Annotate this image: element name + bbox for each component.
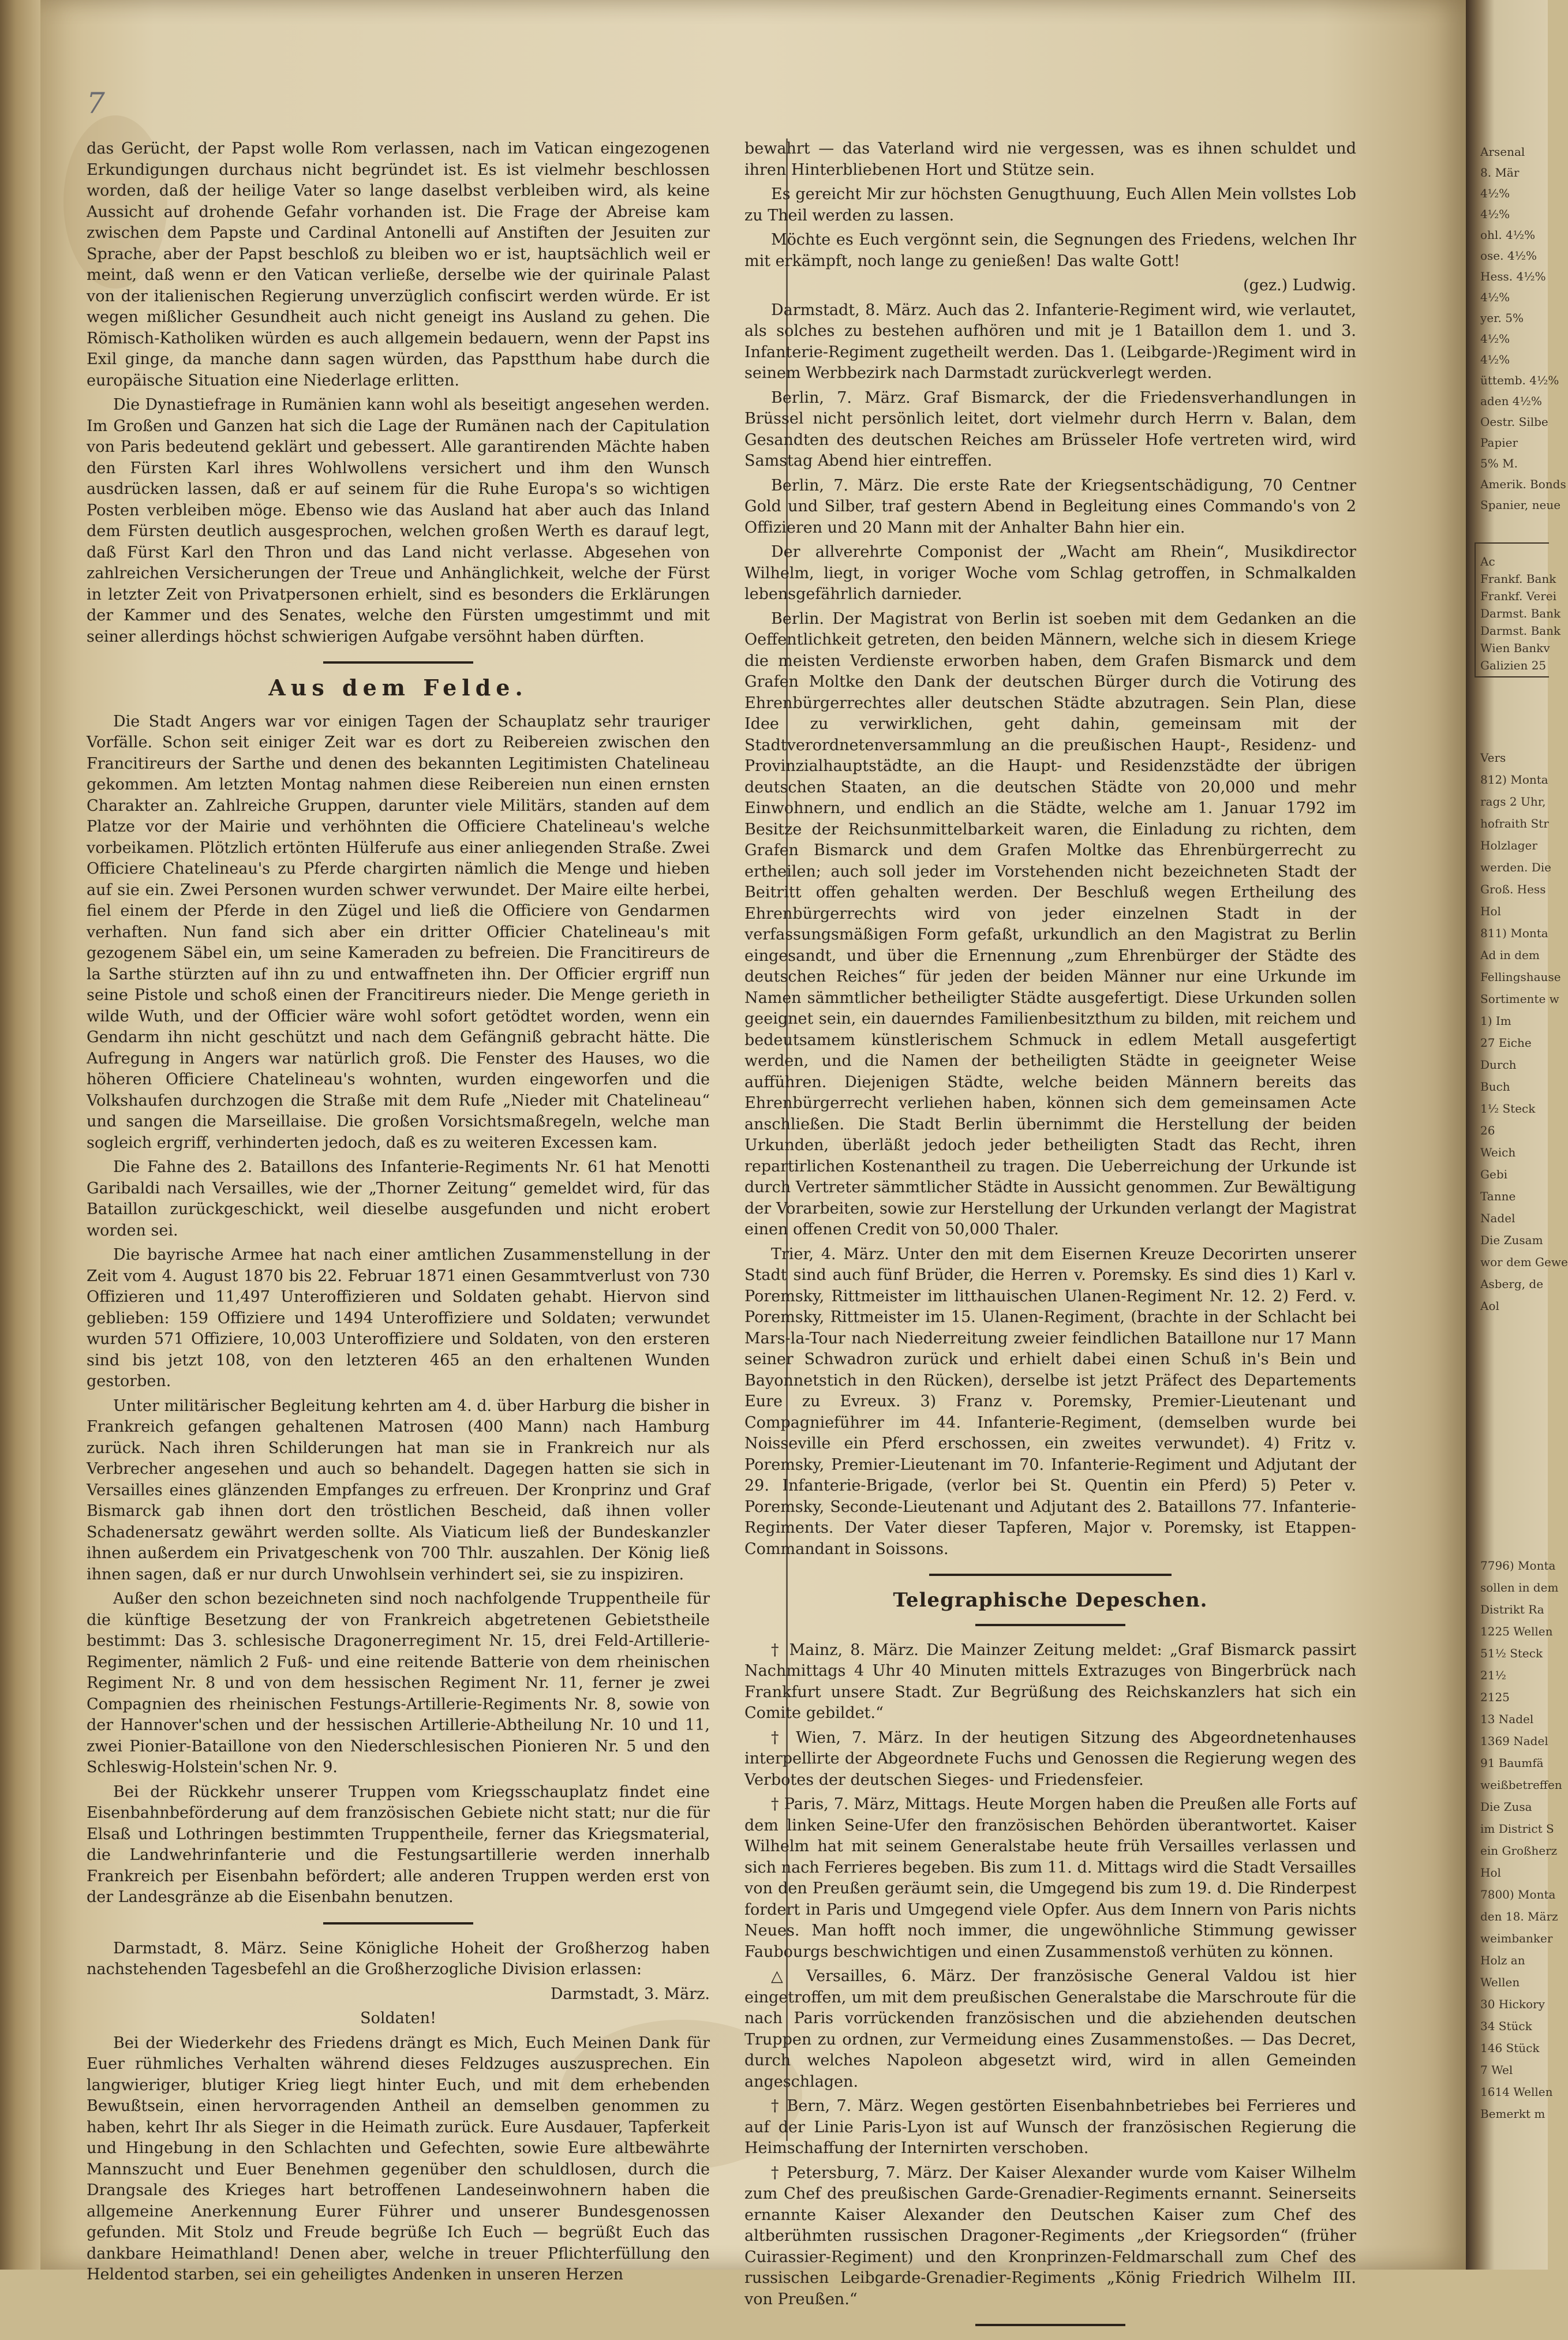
telegram-paragraph: △ Versailles, 6. März. Der französische General Valdou ist hier eingetroffen, um mit dem preußischen Generalstabe die Marschroute für die nach Paris vorrückenden französischen und die abziehenden deutschen Truppen zu ordnen, zur Vermeidung eines Zusammenstoßes. — Das Decret, durch welches Napoleon abgesetzt wird, wird in allen Gemeinden angeschlagen.	[744, 1967, 1356, 2091]
next-page-line: weißbetreffen	[1480, 1778, 1562, 1792]
next-page-line: ein Großherz	[1480, 1844, 1558, 1858]
telegram-paragraph: † Wien, 7. März. In der heutigen Sitzung des Abgeordnetenhauses interpellirte der Abgeordnete Fuchs und Genossen die Regierung wegen des Verbotes der deutschen Sieges- und Friedensfeier.	[744, 1728, 1356, 1789]
next-page-line: 4½%	[1480, 207, 1510, 221]
section-rule	[323, 661, 473, 664]
next-page-line: 1) Im	[1480, 1014, 1511, 1028]
next-page-line: Tanne	[1480, 1189, 1516, 1203]
next-page-line: 27 Eiche	[1480, 1036, 1532, 1050]
article-paragraph: Darmstadt, 8. März. Seine Königliche Hoheit der Großherzog haben nachstehenden Tagesbefehl an die Großherzogliche Division erlassen:	[87, 1939, 710, 1978]
next-page-line: Darmst. Bank	[1480, 624, 1561, 638]
next-page-line: Holzlager	[1480, 838, 1537, 852]
article-paragraph: Die Fahne des 2. Bataillons des Infanterie-Regiments Nr. 61 hat Menotti Garibaldi nach Versailles, wie der „Thorner Zeitung“ gemeldet wird, für das Bataillon zurückgeschickt, weil dieselbe ausgefunden und nicht erobert worden sei.	[87, 1158, 710, 1240]
telegram-paragraph: † Petersburg, 7. März. Der Kaiser Alexander wurde vom Kaiser Wilhelm zum Chef des preußischen Garde-Grenadier-Regiments ernannt. Seinerseits ernannte Kaiser Alexander den Deutschen Kaiser zum Chef des altberühmten russischen Dragoner-Regiments „der Kriegsorden“ (früher Cuirassier-Regiment) und den Kronprinzen-Feldmarschall zum Chef des russischen Leibgarde-Grenadier-Regiments „König Friedrich Wilhelm III. von Preußen.“	[744, 2163, 1356, 2308]
next-page-line: Ac	[1480, 555, 1495, 568]
next-page-line: Spanier, neue	[1480, 498, 1561, 512]
next-page-line: Hol	[1480, 1866, 1501, 1880]
page-number-mark: 7	[87, 87, 105, 120]
next-page-line: Sortimente w	[1480, 992, 1559, 1006]
page-edge-left	[0, 0, 40, 2270]
signature: (gez.) Ludwig.	[1243, 276, 1356, 294]
next-page-line: 1225 Wellen	[1480, 1624, 1553, 1638]
telegram-paragraph: † Paris, 7. März, Mittags. Heute Morgen haben die Preußen alle Forts auf dem linken Seine-Ufer den französischen Behörden überantwortet. Kaiser Wilhelm hat mit seinem Generalstabe heute früh Versailles verlassen und sich nach Ferrieres begeben. Bis zum 11. d. Mittags wird die Stadt Versailles von den Preußen geräumt sein, die Umgegend bis zum 19. d. Die Rinderpest fordert in Paris und Umgegend viele Opfer. Aus dem Innern von Paris nichts Neues. Man hofft noch immer, die ungewöhnliche Stimmung gewisser Faubourgs beschwichtigen und einen Zusammenstoß verhüten zu können.	[744, 1795, 1356, 1961]
next-page-line: 30 Hickory	[1480, 1997, 1545, 2011]
news-paragraph: Berlin, 7. März. Graf Bismarck, der die Friedensverhandlungen in Brüssel nicht persönlich leitet, dort vielmehr durch Herrn v. Balan, dem Gesandten des deutschen Reiches am Brüsseler Hofe vertreten wird, wird Samstag Abend hier eintreffen.	[744, 388, 1356, 470]
section-rule	[975, 2324, 1125, 2326]
next-page-line: wor dem Gewe	[1480, 1255, 1568, 1269]
next-page-line: den 18. März	[1480, 1910, 1558, 1923]
next-page-line: aden 4½%	[1480, 394, 1542, 408]
next-page-line: 146 Stück	[1480, 2041, 1540, 2055]
article-paragraph: Bei der Rückkehr unserer Truppen vom Kriegsschauplatz findet eine Eisenbahnbeförderung auf dem französischen Gebiete nicht statt; nur die für Elsaß und Lothringen bestimmten Truppentheile, ferner das Kriegsmaterial, die Landwehrinfanterie und die Festungsartillerie werden innerhalb Frankreich per Eisenbahn befördert; alle anderen Truppen werden erst von der Landesgränze ab die Eisenbahn benutzen.	[87, 1783, 710, 1906]
next-page-line: Aol	[1480, 1299, 1499, 1313]
next-page-line: Frankf. Verei	[1480, 589, 1557, 603]
next-page-line: Durch	[1480, 1058, 1517, 1072]
next-page-line: ohl. 4½%	[1480, 228, 1536, 242]
next-page-line: 13 Nadel	[1480, 1712, 1534, 1726]
next-page-line: 26	[1480, 1124, 1495, 1137]
next-page-line: Die Zusa	[1480, 1800, 1532, 1814]
next-page-line: 7 Wel	[1480, 2063, 1513, 2077]
next-page-line: Hess. 4½%	[1480, 269, 1546, 283]
next-page-line: Distrikt Ra	[1480, 1603, 1544, 1616]
dateline: Darmstadt, 3. März.	[550, 1985, 710, 2003]
news-paragraph: Berlin. Der Magistrat von Berlin ist soeben mit dem Gedanken an die Oeffentlichkeit getreten, den beiden Männern, welche sich in diesem Kriege die meisten Verdienste erworben haben, dem Grafen Bismarck und dem Grafen Moltke den Dank der deutschen Bürger durch die Votirung des Ehrenbürgerrechtes aller deutschen Städte abzutragen. Sein Plan, diese Idee zu verwirklichen, geht dahin, gemeinsam mit der Stadtverordnetenversammlung an die preußischen Haupt-, Residenz- und Provinzialhauptstädte, an die Haupt- und Residenzstädte der übrigen deutschen Staaten, an die deutschen Städte von 20,000 und mehr Einwohnern, und endlich an die Städte, welche am 1. Januar 1792 im Besitze der Reichsunmittelbarkeit waren, die Einladung zu richten, dem Grafen Bismarck und dem Grafen Moltke das Ehrenbürgerrecht zu ertheilen; auch soll jeder im Vorstehenden nicht bezeichneten Stadt der Beitritt offen gehalten werden. Der Beschluß wegen Ertheilung des Ehrenbürgerrechts wird von jeder einzelnen Stadt in der verfassungsmäßigen Form gefaßt, urkundlich an den Magistrat zu Berlin eingesandt, und über die Ernennung „zum Ehrenbürger der Städte des deutschen Reiches“ für jeden der beiden Männer nur eine Urkunde im Namen sämmtlicher betheiligter Städte ausgefertigt. Diese Urkunden sollen geeignet sein, ein dauerndes Familienbesitzthum zu bilden, mit reichem und bedeutsamem künstlerischem Schmuck in edlem Metall ausgefertigt werden, und die Namen der betheiligten Städte in geeigneter Weise aufführen. Diejenigen Städte, welche beiden Männern bereits das Ehrenbürgerrecht verliehen haben, können sich dem gemeinsamen Acte anschließen. Die Stadt Berlin übernimmt die Herstellung der beiden Urkunden, überläßt jedoch jeder betheiligten Stadt das Recht, ihren repartirlichen Kostenantheil zu tragen. Die Ueberreichung der Urkunde ist durch Vertreter sämmtlicher Städte in Aussicht genommen. Zur Bewältigung der Vorarbeiten, sowie zur Herstellung der Urkunden verlangt der Magistrat einen offenen Credit von 50,000 Thaler.	[744, 609, 1356, 1238]
section-rule	[975, 1624, 1125, 1626]
section-rule	[929, 1574, 1172, 1576]
next-page-line: 812) Monta	[1480, 773, 1548, 787]
next-page-line: 4½%	[1480, 353, 1510, 366]
next-page-line: Fellingshause	[1480, 970, 1561, 984]
article-paragraph: Die Stadt Angers war vor einigen Tagen der Schauplatz sehr trauriger Vorfälle. Schon seit einiger Zeit war es dort zu Reibereien zwischen den Francitireurs der Sarthe und denen des bekannten Legitimisten Chatelineau gekommen. Am letzten Montag nahmen diese Reibereien nun einen ernsten Charakter an. Zahlreiche Gruppen, darunter viele Militärs, standen auf dem Platze vor der Mairie und verhöhnten die Officiere Chatelineau's welche vorbeikamen. Plötzlich ertönten Hülferufe aus einer anliegenden Straße. Zwei Officiere Chatelineau's zu Pferde chargirten nämlich die Menge und hieben auf sie ein. Zwei Personen wurden schwer verwundet. Der Maire eilte herbei, fiel einem der Pferde in den Zügel und ließ die Officiere von Gendarmen verhaften. Nun fand sich aber ein dritter Officier Chatelineau's mit gezogenem Säbel ein, um seine Kameraden zu befreien. Die Francitireurs de la Sarthe stürzten auf ihn zu und entwaffneten ihn. Der Officier ergriff nun seine Pistole und schoß einen der Francitireurs nieder. Die Menge gerieth in wilde Wuth, und der Officier wäre wohl sofort getödtet worden, wenn ein Gendarm ihn nicht geschützt und nach dem Gefängniß gebracht hätte. Die Aufregung in Angers war natürlich groß. Die Fenster des Hauses, wo die höheren Officiere Chatelineau's wohnten, wurden eingeworfen und die Volkshaufen durchzogen die Straße mit dem Rufe „Nieder mit Chatelineau“ und sangen die Marseillaise. Die großen Vorsichtsmaßregeln, welche man sogleich ergriff, verhinderten jedoch, daß es zu weiteren Excessen kam.	[87, 712, 710, 1152]
next-page-line: Darmst. Bank	[1480, 606, 1561, 620]
news-paragraph: Darmstadt, 8. März. Auch das 2. Infanterie-Regiment wird, wie verlautet, als solches zu bestehen aufhören und mit je 1 Bataillon dem 1. und 3. Infanterie-Regiment zugetheilt werden. Das 1. (Leibgarde-)Regiment wird in seinem Werbbezirk nach Darmstadt zurückverlegt werden.	[744, 301, 1356, 382]
next-page-line: üttemb. 4½%	[1480, 373, 1559, 387]
next-page-line: ose. 4½%	[1480, 249, 1537, 263]
next-page-line: werden. Die	[1480, 860, 1552, 874]
next-page-line: 34 Stück	[1480, 2019, 1532, 2033]
article-paragraph: das Gerücht, der Papst wolle Rom verlassen, nach im Vatican eingezogenen Erkundigungen durchaus nicht begründet ist. Es ist vielmehr beschlossen worden, daß der heilige Vater so lange daselbst verbleiben wird, als keine Aussicht auf drohende Gefahr vorhanden ist. Die Frage der Abreise kam zwischen dem Papste und Cardinal Antonelli auf Anstiften der Jesuiten zur Sprache, aber der Papst beschloß zu bleiben wo er ist, hauptsächlich weil er meint, daß wenn er den Vatican verließe, derselbe wie der quirinale Palast von der italienischen Regierung unverzüglich confiscirt werden würde. Er ist wegen mißlicher Gesundheit auch nicht geneigt ins Ausland zu gehen. Die Römisch-Katholiken würden es auch allgemein bedauern, wenn der Papst ins Exil ginge, da manche dann sagen würden, das Papstthum habe durch die europäische Situation eine Niederlage erlitten.	[87, 140, 710, 390]
article-paragraph: Die Dynastiefrage in Rumänien kann wohl als beseitigt angesehen werden. Im Großen und Ganzen hat sich die Lage der Rumänen nach der Capitulation von Paris bedeutend geklärt und gebessert. Alle garantirenden Mächte haben den Fürsten Karl ihres Wohlwollens versichert und ihm den Wunsch ausdrücken lassen, daß er auf seinem für die Ruhe Europa's so wichtigen Posten verbleiben möge. Ebenso wie das Ausland hat aber auch das Inland dem Fürsten deutlich ausgesprochen, welchen großen Werth es darauf legt, daß Fürst Karl den Thron und das Land nicht verlasse. Abgesehen von zahlreichen Versicherungen der Treue und Anhänglichkeit, welche der Fürst in letzter Zeit von Privatpersonen erhielt, sind es besonders die Erklärungen der Kammer und des Senates, welche den Fürsten umgestimmt und mit seiner allerdings höchst schwierigen Aufgabe versöhnt haben dürften.	[87, 396, 710, 646]
telegram-paragraph: † Mainz, 8. März. Die Mainzer Zeitung meldet: „Graf Bismarck passirt Nachmittags 4 Uhr 40 Minuten mittels Extrazuges von Bingerbrück nach Frankfurt unsere Stadt. Zur Begrüßung des Reichskanzlers hat sich ein Comite gebildet.“	[744, 1641, 1356, 1722]
next-page-line: yer. 5%	[1480, 311, 1524, 325]
next-page-line: 51½ Steck	[1480, 1646, 1543, 1660]
next-page-line: 7796) Monta	[1480, 1559, 1556, 1573]
next-page-line: Buch	[1480, 1080, 1510, 1094]
next-page-line: Arsenal	[1480, 145, 1525, 159]
next-page-line: 1614 Wellen	[1480, 2085, 1553, 2099]
article-paragraph: Außer den schon bezeichneten sind noch nachfolgende Truppentheile für die künftige Besetzung der von Frankreich abgetretenen Gebietstheile bestimmt: Das 3. schlesische Dragonerregiment Nr. 15, drei Feld-Artillerie-Regimenter, nämlich 2 Fuß- und eine reitende Batterie von dem rheinischen Regiment Nr. 8 und von dem hessischen Regiment Nr. 11, ferner je zwei Compagnien des rheinischen Festungs-Artillerie-Regiments Nr. 8, sowie von der Hannover'schen und der hessischen Artillerie-Abtheilung Nr. 10 und 11, zwei Pionier-Bataillone von den Niederschlesischen Pionieren Nr. 5 und den Schleswig-Holstein'schen Nr. 9.	[87, 1590, 710, 1776]
next-page-line: Gebi	[1480, 1167, 1508, 1181]
next-page-line: Frankf. Bank	[1480, 572, 1556, 586]
next-page-line: weimbanker	[1480, 1931, 1553, 1945]
next-page-line: Nadel	[1480, 1211, 1515, 1225]
next-page-line: Bemerkt m	[1480, 2107, 1545, 2121]
news-paragraph: Berlin, 7. März. Die erste Rate der Kriegsentschädigung, 70 Centner Gold und Silber, traf gestern Abend in Begleitung eines Commando's von 2 Offizieren und 20 Mann mit der Anhalter Bahn hier ein.	[744, 476, 1356, 537]
next-page-line: 7800) Monta	[1480, 1888, 1556, 1901]
next-page-line: rags 2 Uhr,	[1480, 795, 1546, 808]
next-page-line: Holz an	[1480, 1953, 1525, 1967]
next-page-line: 8. Mär	[1480, 166, 1520, 179]
next-page-line: sollen in dem	[1480, 1581, 1559, 1594]
article-paragraph: Es gereicht Mir zur höchsten Genugthuung, Euch Allen Mein vollstes Lob zu Theil werden zu lassen.	[744, 185, 1356, 224]
next-page-line: Weich	[1480, 1145, 1516, 1159]
next-page-line: 5% M.	[1480, 456, 1518, 470]
next-page-line: Wien Bankv	[1480, 641, 1550, 655]
next-page-line: 91 Baumfä	[1480, 1756, 1544, 1770]
next-page-line: 4½%	[1480, 186, 1510, 200]
next-page-line: 1½ Steck	[1480, 1102, 1536, 1115]
next-page-line: 811) Monta	[1480, 926, 1548, 940]
next-page-line: Ad in dem	[1480, 948, 1540, 962]
next-page-line: Papier	[1480, 436, 1518, 450]
next-page-line: 4½%	[1480, 290, 1510, 304]
left-column	[87, 138, 710, 2289]
section-title-telegrams: Telegraphische Depeschen.	[893, 1589, 1208, 1612]
article-paragraph: Möchte es Euch vergönnt sein, die Segnungen des Friedens, welchen Ihr mit erkämpft, noch lange zu genießen! Das walte Gott!	[744, 231, 1356, 270]
article-paragraph: Unter militärischer Begleitung kehrten am 4. d. über Harburg die bisher in Frankreich gefangen gehaltenen Matrosen (400 Mann) nach Hamburg zurück. Nach ihren Schilderungen hat man sie in Frankreich nur als Verbrecher angesehen und auch so behandelt. Dagegen hatten sie sich in Versailles eines glänzenden Empfanges zu erfreuen. Der Kronprinz und Graf Bismarck gab ihnen dort den tröstlichen Bescheid, daß ihnen voller Schadenersatz gewährt werden sollte. Als Viaticum ließ der Bundeskanzler ihnen außerdem ein Privatgeschenk von 700 Thlr. auszahlen. Der König ließ ihnen sagen, daß er nur durch Unwohlsein verhindert sei, sie zu inspiziren.	[87, 1396, 710, 1583]
next-page-line: Oestr. Silbe	[1480, 415, 1548, 429]
right-column	[744, 138, 1356, 2340]
next-page-line: Vers	[1480, 751, 1506, 765]
next-page-line: Die Zusam	[1480, 1233, 1543, 1247]
telegram-paragraph: † Bern, 7. März. Wegen gestörten Eisenbahnbetriebes bei Ferrieres und auf der Linie Paris-Lyon ist auf Wunsch der französischen Regierung die Heimschaffung der Internirten verschoben.	[744, 2097, 1356, 2157]
next-page-line: 2125	[1480, 1690, 1510, 1704]
next-page-line: Asberg, de	[1480, 1277, 1544, 1291]
next-page-line: Galizien 25	[1480, 658, 1547, 672]
next-page-line: Amerik. Bonds	[1480, 477, 1566, 491]
news-paragraph: Der allverehrte Componist der „Wacht am Rhein“, Musikdirector Wilhelm, liegt, in voriger Woche vom Schlag getroffen, in Schmalkalden lebensgefährlich darnieder.	[744, 543, 1356, 603]
article-paragraph: Die bayrische Armee hat nach einer amtlichen Zusammenstellung in der Zeit vom 4. August 1870 bis 22. Februar 1871 einen Gesammtverlust von 730 Offizieren und 11,497 Unteroffizieren und Soldaten gehabt. Hiervon sind geblieben: 159 Offiziere und 1494 Unteroffiziere und Soldaten; verwundet wurden 571 Offiziere, 10,003 Unteroffiziere und Soldaten, von den ersteren sind bis jetzt 108, von den letzteren 465 an den erhaltenen Wunden gestorben.	[87, 1246, 710, 1390]
next-page-line: 21½	[1480, 1668, 1506, 1682]
article-paragraph: bewahrt — das Vaterland wird nie vergessen, was es ihnen schuldet und ihren Hinterbliebenen Hort und Stütze sein.	[744, 140, 1356, 179]
article-paragraph: Bei der Wiederkehr des Friedens drängt es Mich, Euch Meinen Dank für Euer rühmliches Verhalten während dieses Feldzuges auszusprechen. Ein langwieriger, blutiger Krieg liegt hinter Euch, und mit dem erhebenden Bewußtsein, einen hervorragenden Antheil an demselben genommen zu haben, kehrt Ihr als Sieger in die Heimath zurück. Eure Ausdauer, Tapferkeit und Hingebung in den Schlachten und Gefechten, sowie Eure altbewährte Mannszucht und Euer Benehmen gegenüber den schuldlosen, durch die Drangsale des Krieges hart betroffenen Landeseinwohnern haben die allgemeine Anerkennung Eurer Führer und unserer Bundesgenossen gefunden. Mit Stolz und Freude begrüße Ich Euch — begrüßt Euch das dankbare Heimathland! Denen aber, welche in treuer Pflichterfüllung den Heldentod starben, sei ein geheiligtes Andenken in unseren Herzen	[87, 2034, 710, 2283]
section-title-felde: Aus dem Felde.	[268, 675, 528, 701]
news-paragraph: Trier, 4. März. Unter den mit dem Eisernen Kreuze Decorirten unserer Stadt sind auch fünf Brüder, die Herren v. Poremsky. Es sind dies 1) Karl v. Poremsky, Rittmeister im litthauischen Ulanen-Regiment Nr. 12. 2) Ferd. v. Poremsky, Rittmeister im 15. Ulanen-Regiment, (brachte in der Schlacht bei Mars-la-Tour nach Niederreitung zweier feindlichen Bataillone nur 17 Mann seiner Schwadron zurück und erhielt dabei einen Schuß in's Bein und Bayonnetstich in den Rücken), derselbe ist jetzt Präfect des Departements Eure zu Evreux. 3) Franz v. Poremsky, Premier-Lieutenant und Compagnieführer im 44. Infanterie-Regiment, (demselben wurde bei Noisseville ein Pferd erschossen, ein zweites verwundet). 4) Fritz v. Poremsky, Premier-Lieutenant im 70. Infanterie-Regiment und Adjutant der 29. Infanterie-Brigade, (verlor bei St. Quentin ein Pferd) 5) Peter v. Poremsky, Seconde-Lieutenant und Adjutant des 2. Bataillons 77. Infanterie-Regiments. Der Vater dieser Tapferen, Major v. Poremsky, ist Etappen-Commandant in Soissons.	[744, 1245, 1356, 1558]
next-page-line: Wellen	[1480, 1975, 1520, 1989]
next-page-line: 1369 Nadel	[1480, 1734, 1548, 1748]
salutation: Soldaten!	[360, 2009, 436, 2027]
section-rule	[323, 1922, 473, 1925]
next-page-line: 4½%	[1480, 332, 1510, 346]
next-page-line: Groß. Hess	[1480, 882, 1546, 896]
next-page-line: Hol	[1480, 904, 1501, 918]
next-page-line: hofraith Str	[1480, 817, 1549, 830]
next-page-line: im District S	[1480, 1822, 1554, 1836]
